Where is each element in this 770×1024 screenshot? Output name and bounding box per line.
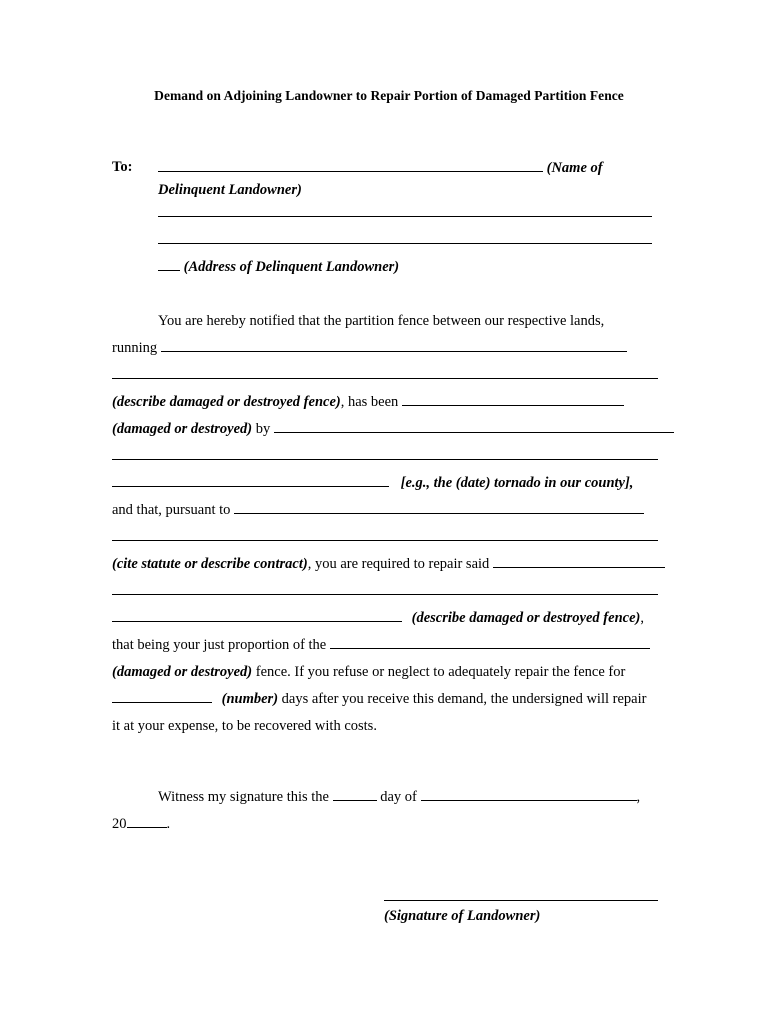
recipient-address-row (112, 201, 658, 278)
repair-said-blank-2[interactable] (112, 579, 658, 595)
refuse-neglect-line (112, 659, 658, 686)
just-proportion-blank[interactable] (330, 633, 650, 649)
day-blank[interactable] (333, 785, 377, 801)
damaged-or-destroyed-caption-1: (damaged or destroyed) (112, 421, 253, 437)
number-caption: (number) (221, 691, 279, 707)
recipient-name-blank[interactable] (158, 156, 543, 172)
pursuant-blank-2[interactable] (112, 525, 658, 541)
has-been-blank[interactable] (402, 390, 624, 406)
witness-comma: , (636, 789, 641, 805)
document-content (112, 88, 658, 925)
recipient-address-blank-1[interactable] (158, 201, 652, 217)
eg-tornado-caption: [e.g., the (date) tornado in our county], (400, 475, 634, 491)
recipient-address-blank-2[interactable] (158, 228, 652, 244)
signature-line[interactable] (384, 900, 658, 901)
month-blank[interactable] (421, 785, 637, 801)
paragraph-notice (112, 308, 658, 335)
required-to-repair-text: , you are required to repair said (307, 556, 490, 572)
repair-said-line-2 (112, 578, 658, 605)
refuse-neglect-text: fence. If you refuse or neglect to adequately repair the fence for (255, 664, 626, 680)
pursuant-label: and that, pursuant to (112, 502, 231, 518)
running-label: running (112, 340, 158, 356)
by-line-2 (112, 443, 658, 470)
expense-text: it at your expense, to be recovered with costs. (112, 718, 377, 734)
recipient-name-row (112, 156, 658, 201)
just-proportion-label: that being your just proportion of the (112, 637, 327, 653)
pursuant-line-2 (112, 524, 658, 551)
year-blank[interactable] (127, 812, 167, 828)
by-blank[interactable] (274, 417, 674, 433)
page-title: Demand on Adjoining Landowner to Repair Portion of Damaged Partition Fence (154, 88, 624, 103)
witness-line (112, 784, 658, 811)
recipient-address-lines (158, 201, 658, 278)
describe-fence-blank-2[interactable] (112, 606, 402, 622)
describe-fence-line-1 (112, 389, 658, 416)
cite-statute-caption: (cite statute or describe contract) (112, 556, 308, 572)
eg-tornado-line (112, 470, 658, 497)
recipient-name-lines (158, 156, 658, 201)
year-suffix: . (166, 816, 171, 832)
number-blank[interactable] (112, 687, 212, 703)
damaged-or-destroyed-caption-2: (damaged or destroyed) (112, 664, 253, 680)
year-prefix: 20 (112, 816, 127, 832)
recipient-address-caption: (Address of Delinquent Landowner) (183, 259, 400, 275)
by-label: by (255, 421, 271, 437)
day-of-label: day of (380, 789, 417, 805)
signature-caption: (Signature of Landowner) (384, 908, 541, 924)
year-line (112, 811, 658, 838)
to-label: To: (112, 159, 133, 175)
just-proportion-line (112, 632, 658, 659)
pursuant-line (112, 497, 658, 524)
by-blank-2[interactable] (112, 444, 658, 460)
recipient-name-caption: (Name of Delinquent Landowner) (158, 160, 603, 198)
cite-statute-line (112, 551, 658, 578)
running-blank-2[interactable] (112, 363, 658, 379)
running-blank[interactable] (161, 336, 627, 352)
has-been-text: , has been (340, 394, 399, 410)
pursuant-blank[interactable] (234, 498, 644, 514)
damaged-destroyed-line-1 (112, 416, 658, 443)
witness-block (112, 784, 658, 838)
signature-area (384, 900, 658, 925)
days-after-text: days after you receive this demand, the undersigned will repair (281, 691, 647, 707)
repair-said-blank[interactable] (493, 552, 665, 568)
running-line (112, 335, 658, 362)
describe-fence-line-2 (112, 605, 658, 632)
running-line-2 (112, 362, 658, 389)
number-days-line (112, 686, 658, 713)
describe-fence-caption-1: (describe damaged or destroyed fence) (112, 394, 341, 410)
expense-line (112, 713, 658, 740)
body-text (112, 308, 658, 740)
witness-label: Witness my signature this the (158, 789, 329, 805)
recipient-address-blank-3[interactable] (158, 255, 180, 271)
paragraph-notice-text: You are hereby notified that the partition fence between our respective lands, (158, 313, 605, 329)
eg-tornado-blank[interactable] (112, 471, 389, 487)
describe-fence-caption-2: (describe damaged or destroyed fence) (411, 610, 641, 626)
recipient-block (112, 156, 658, 278)
describe-fence-caption-2-tail: , (640, 610, 644, 626)
